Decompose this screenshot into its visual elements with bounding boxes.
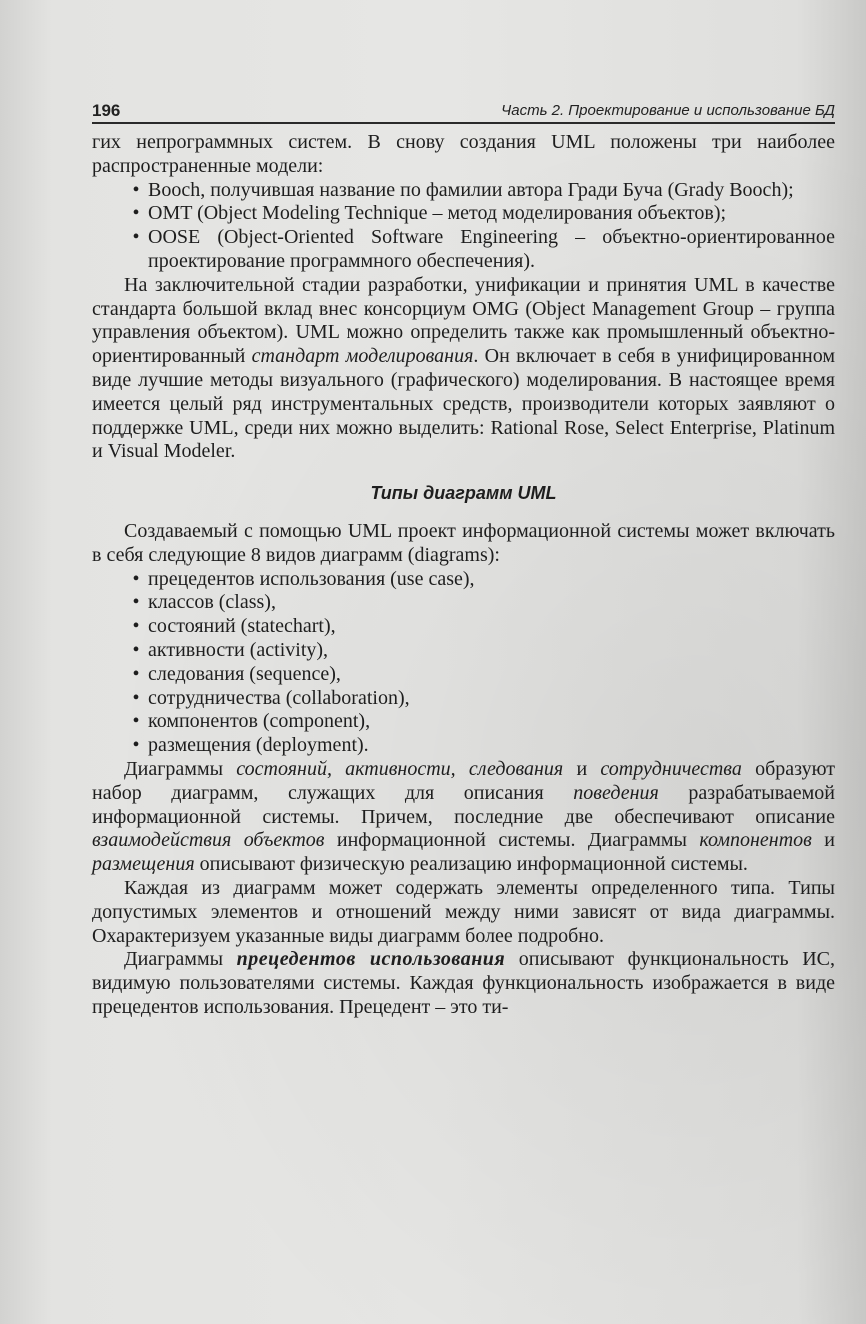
- intro-paragraph: гих непрограммных систем. В снову создания UML положены три наиболее распространенные модели:: [92, 131, 835, 177]
- bullet-icon: •: [132, 178, 140, 201]
- groups-paragraph: [92, 758, 835, 877]
- text-run: разрабатываемой информационной системы. Причем, последние две обеспечивают описание: [92, 781, 835, 828]
- bullet-icon: •: [132, 734, 140, 757]
- text-run: На заключительной стадии разработки, унификации и принятия UML в качестве стандарта большой вклад внес консорциум OMG (Object Management Group – группа управления объектом). UML можно определить также как промышленный объектно-ориентированный: [92, 273, 835, 368]
- emphasis: размещения: [92, 853, 195, 876]
- list-item-text: OOSE (Object-Oriented Software Engineering – объектно-ориентированное проектирование программного обеспечения).: [148, 226, 835, 272]
- list-item: [92, 639, 835, 663]
- text-run: . Он включает в себя в унифицированном виде лучшие методы визуального (графического) моделирования. В настоящее время имеется целый ряд инструментальных средств, производители которых заявляют о поддержке UML, среди них можно выделить: Rational Rose, Select Enterprise, Platinum и Visual Modeler.: [92, 345, 835, 463]
- text-run: информационной системы. Диаграммы: [324, 829, 700, 852]
- list-item: [92, 687, 835, 711]
- list-item: [92, 179, 835, 203]
- text-run: и: [811, 829, 835, 852]
- bold-emphasis: прецедентов использования: [236, 948, 506, 971]
- text-run: Диаграммы: [124, 757, 237, 780]
- emphasis: сотрудничества: [600, 757, 742, 780]
- list-item-text: OMT (Object Modeling Technique – метод моделирования объектов);: [148, 202, 727, 225]
- usecase-paragraph: [92, 948, 835, 1019]
- list-item-text: размещения (deployment).: [148, 734, 369, 757]
- list-item-text: активности (activity),: [148, 638, 329, 661]
- diagram-types-list: [92, 568, 835, 758]
- list-item-text: следования (sequence),: [148, 662, 341, 685]
- bullet-icon: •: [132, 567, 140, 590]
- running-head: Часть 2. Проектирование и использование БД: [501, 102, 835, 119]
- bullet-icon: •: [132, 638, 140, 661]
- list-item: [92, 591, 835, 615]
- list-item-text: Booch, получившая название по фамилии автора Гради Буча (Grady Booch);: [148, 178, 794, 201]
- bullet-icon: •: [132, 686, 140, 709]
- bullet-icon: •: [132, 202, 140, 225]
- emphasis: компонентов: [699, 829, 812, 852]
- text-run: описывают физическую реализацию информационной системы.: [194, 853, 748, 876]
- bullet-icon: •: [132, 591, 140, 614]
- list-item: [92, 615, 835, 639]
- text-run: Диаграммы: [124, 948, 237, 971]
- text-run: образуют набор диаграмм, служащих для описания: [92, 757, 836, 804]
- emphasis: поведения: [573, 781, 659, 804]
- types-paragraph: Создаваемый с помощью UML проект информационной системы может включать в себя следующие 8 видов диаграмм (diagrams):: [92, 519, 835, 566]
- list-item-text: компонентов (component),: [148, 710, 371, 733]
- list-item-text: состояний (statechart),: [148, 615, 336, 638]
- list-item: [92, 202, 835, 226]
- list-item: [92, 663, 835, 687]
- omg-paragraph: [92, 274, 835, 464]
- list-item-text: сотрудничества (collaboration),: [148, 686, 410, 709]
- bullet-icon: •: [132, 615, 140, 638]
- emphasis: состояний, активности, следования: [236, 757, 564, 780]
- text-run: и: [563, 757, 601, 780]
- page-body: [92, 131, 835, 1020]
- page-header: [92, 98, 835, 124]
- list-item: [92, 226, 835, 274]
- models-list: [92, 179, 835, 274]
- bullet-icon: •: [132, 662, 140, 685]
- emphasis: стандарт моделирования: [251, 345, 474, 368]
- list-item-text: классов (class),: [148, 591, 276, 614]
- list-item: [92, 568, 835, 592]
- bullet-icon: •: [132, 710, 140, 733]
- section-title: Типы диаграмм UML: [370, 483, 557, 504]
- list-item: [92, 734, 835, 758]
- emphasis: взаимодействия объектов: [92, 829, 325, 852]
- page-number: 196: [92, 101, 121, 120]
- list-item: [92, 710, 835, 734]
- list-item-text: прецедентов использования (use case),: [148, 567, 475, 590]
- bullet-icon: •: [132, 226, 140, 249]
- text-run: описывают функциональность ИС, видимую пользователями системы. Каждая функциональность изображается в виде прецедентов использования. Прецедент – это ти-: [92, 948, 836, 1018]
- elements-paragraph: Каждая из диаграмм может содержать элементы определенного типа. Типы допустимых элементов и отношений между ними зависят от вида диаграммы. Охарактеризуем указанные виды диаграмм более подробно.: [92, 876, 835, 947]
